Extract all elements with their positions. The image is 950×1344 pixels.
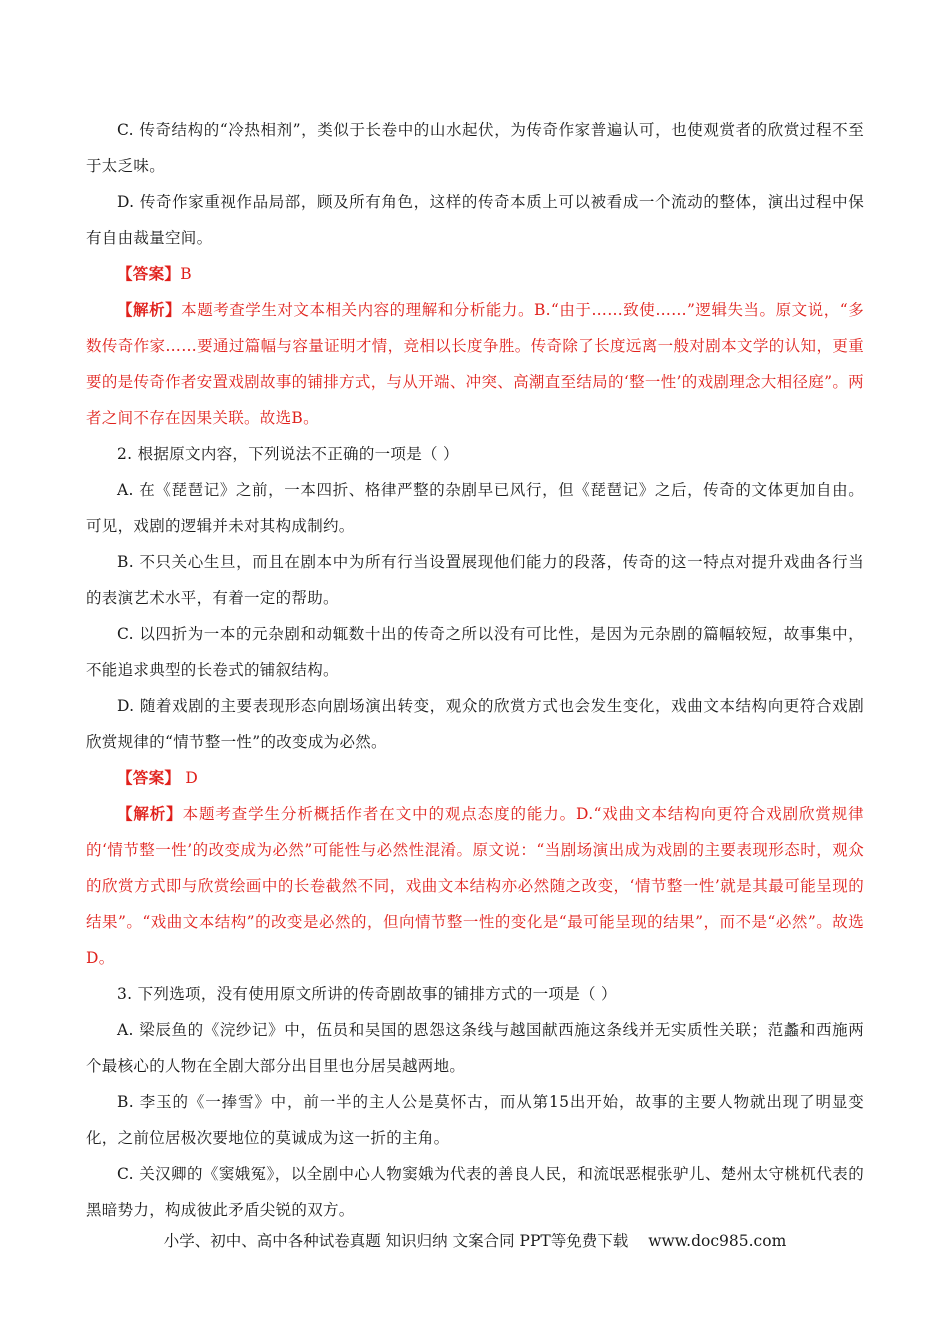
analysis-q2 xyxy=(86,796,864,976)
option-c-q3: C. 关汉卿的《窦娥冤》，以全剧中心人物窦娥为代表的善良人民，和流氓恶棍张驴儿、楚州太守桃杌代表的黑暗势力，构成彼此矛盾尖锐的双方。 xyxy=(86,1165,864,1219)
question-2: 2. 根据原文内容，下列说法不正确的一项是（ ） xyxy=(117,445,459,463)
option-b-q2: B. 不只关心生旦，而且在剧本中为所有行当设置展现他们能力的段落，传奇的这一特点对提升戏曲各行当的表演艺术水平，有着一定的帮助。 xyxy=(86,553,864,607)
analysis-label: 【解析】 xyxy=(117,300,182,319)
answer-q1 xyxy=(86,256,864,292)
option-a-q3: A. 梁辰鱼的《浣纱记》中，伍员和吴国的恩怨这条线与越国献西施这条线并无实质性关联；范蠡和西施两个最核心的人物在全剧大部分出目里也分居吴越两地。 xyxy=(86,1021,864,1075)
option-d-q1: D. 传奇作家重视作品局部，顾及所有角色，这样的传奇本质上可以被看成一个流动的整体，演出过程中保有自由裁量空间。 xyxy=(86,193,864,247)
option-a-q2: A. 在《琵琶记》之前，一本四折、格律严整的杂剧早已风行，但《琵琶记》之后，传奇的文体更加自由。可见，戏剧的逻辑并未对其构成制约。 xyxy=(86,481,864,535)
analysis-text: 本题考查学生对文本相关内容的理解和分析能力。B.“由于……致使……”逻辑失当。原文说，“多数传奇作家……要通过篇幅与容量证明才情，竞相以长度争胜。传奇除了长度远离一般对剧本文学的认知，更重要的是传奇作者安置戏剧故事的铺排方式，与从开端、冲突、高潮直至结局的‘整一性’的戏剧理念大相径庭”。两者之间不存在因果关联。故选B。 xyxy=(86,301,865,427)
footer-site-link[interactable]: www.doc985.com xyxy=(648,1232,787,1250)
answer-label: 【答案】 xyxy=(117,264,181,283)
analysis-text: 本题考查学生分析概括作者在文中的观点态度的能力。D.“戏曲文本结构向更符合戏剧欣赏规律的‘情节整一性’的改变成为必然”可能性与必然性混淆。原文说：“当剧场演出成为戏剧的主要表现形态时，观众的欣赏方式即与欣赏绘画中的长卷截然不同，戏曲文本结构亦必然随之改变，‘情节整一性’就是其最可能呈现的结果”。“戏曲文本结构”的改变是必然的，但向情节整一性的变化是“最可能呈现的结果”，而不是“必然”。故选D。 xyxy=(86,805,864,967)
answer-value: B xyxy=(180,265,192,283)
question-3: 3. 下列选项，没有使用原文所讲的传奇剧故事的铺排方式的一项是（ ） xyxy=(117,985,617,1003)
option-c-q1: C. 传奇结构的“冷热相剂”，类似于长卷中的山水起伏，为传奇作家普遍认可，也使观赏者的欣赏过程不至于太乏味。 xyxy=(86,121,864,175)
option-d-q2: D. 随着戏剧的主要表现形态向剧场演出转变，观众的欣赏方式也会发生变化，戏曲文本结构向更符合戏剧欣赏规律的“情节整一性”的改变成为必然。 xyxy=(86,697,864,751)
option-c-q2: C. 以四折为一本的元杂剧和动辄数十出的传奇之所以没有可比性，是因为元杂剧的篇幅较短，故事集中，不能追求典型的长卷式的铺叙结构。 xyxy=(86,625,864,679)
analysis-label: 【解析】 xyxy=(117,804,183,823)
answer-q2 xyxy=(86,760,864,796)
answer-label: 【答案】 xyxy=(117,768,181,787)
answer-value: D xyxy=(180,769,199,787)
analysis-q1 xyxy=(86,292,864,436)
footer-text: 小学、初中、高中各种试卷真题 知识归纳 文案合同 PPT等免费下载 xyxy=(163,1232,629,1250)
option-b-q3: B. 李玉的《一捧雪》中，前一半的主人公是莫怀古，而从第15出开始，故事的主要人物就出现了明显变化，之前位居极次要地位的莫诚成为这一折的主角。 xyxy=(86,1093,864,1147)
page-footer xyxy=(0,1226,950,1256)
